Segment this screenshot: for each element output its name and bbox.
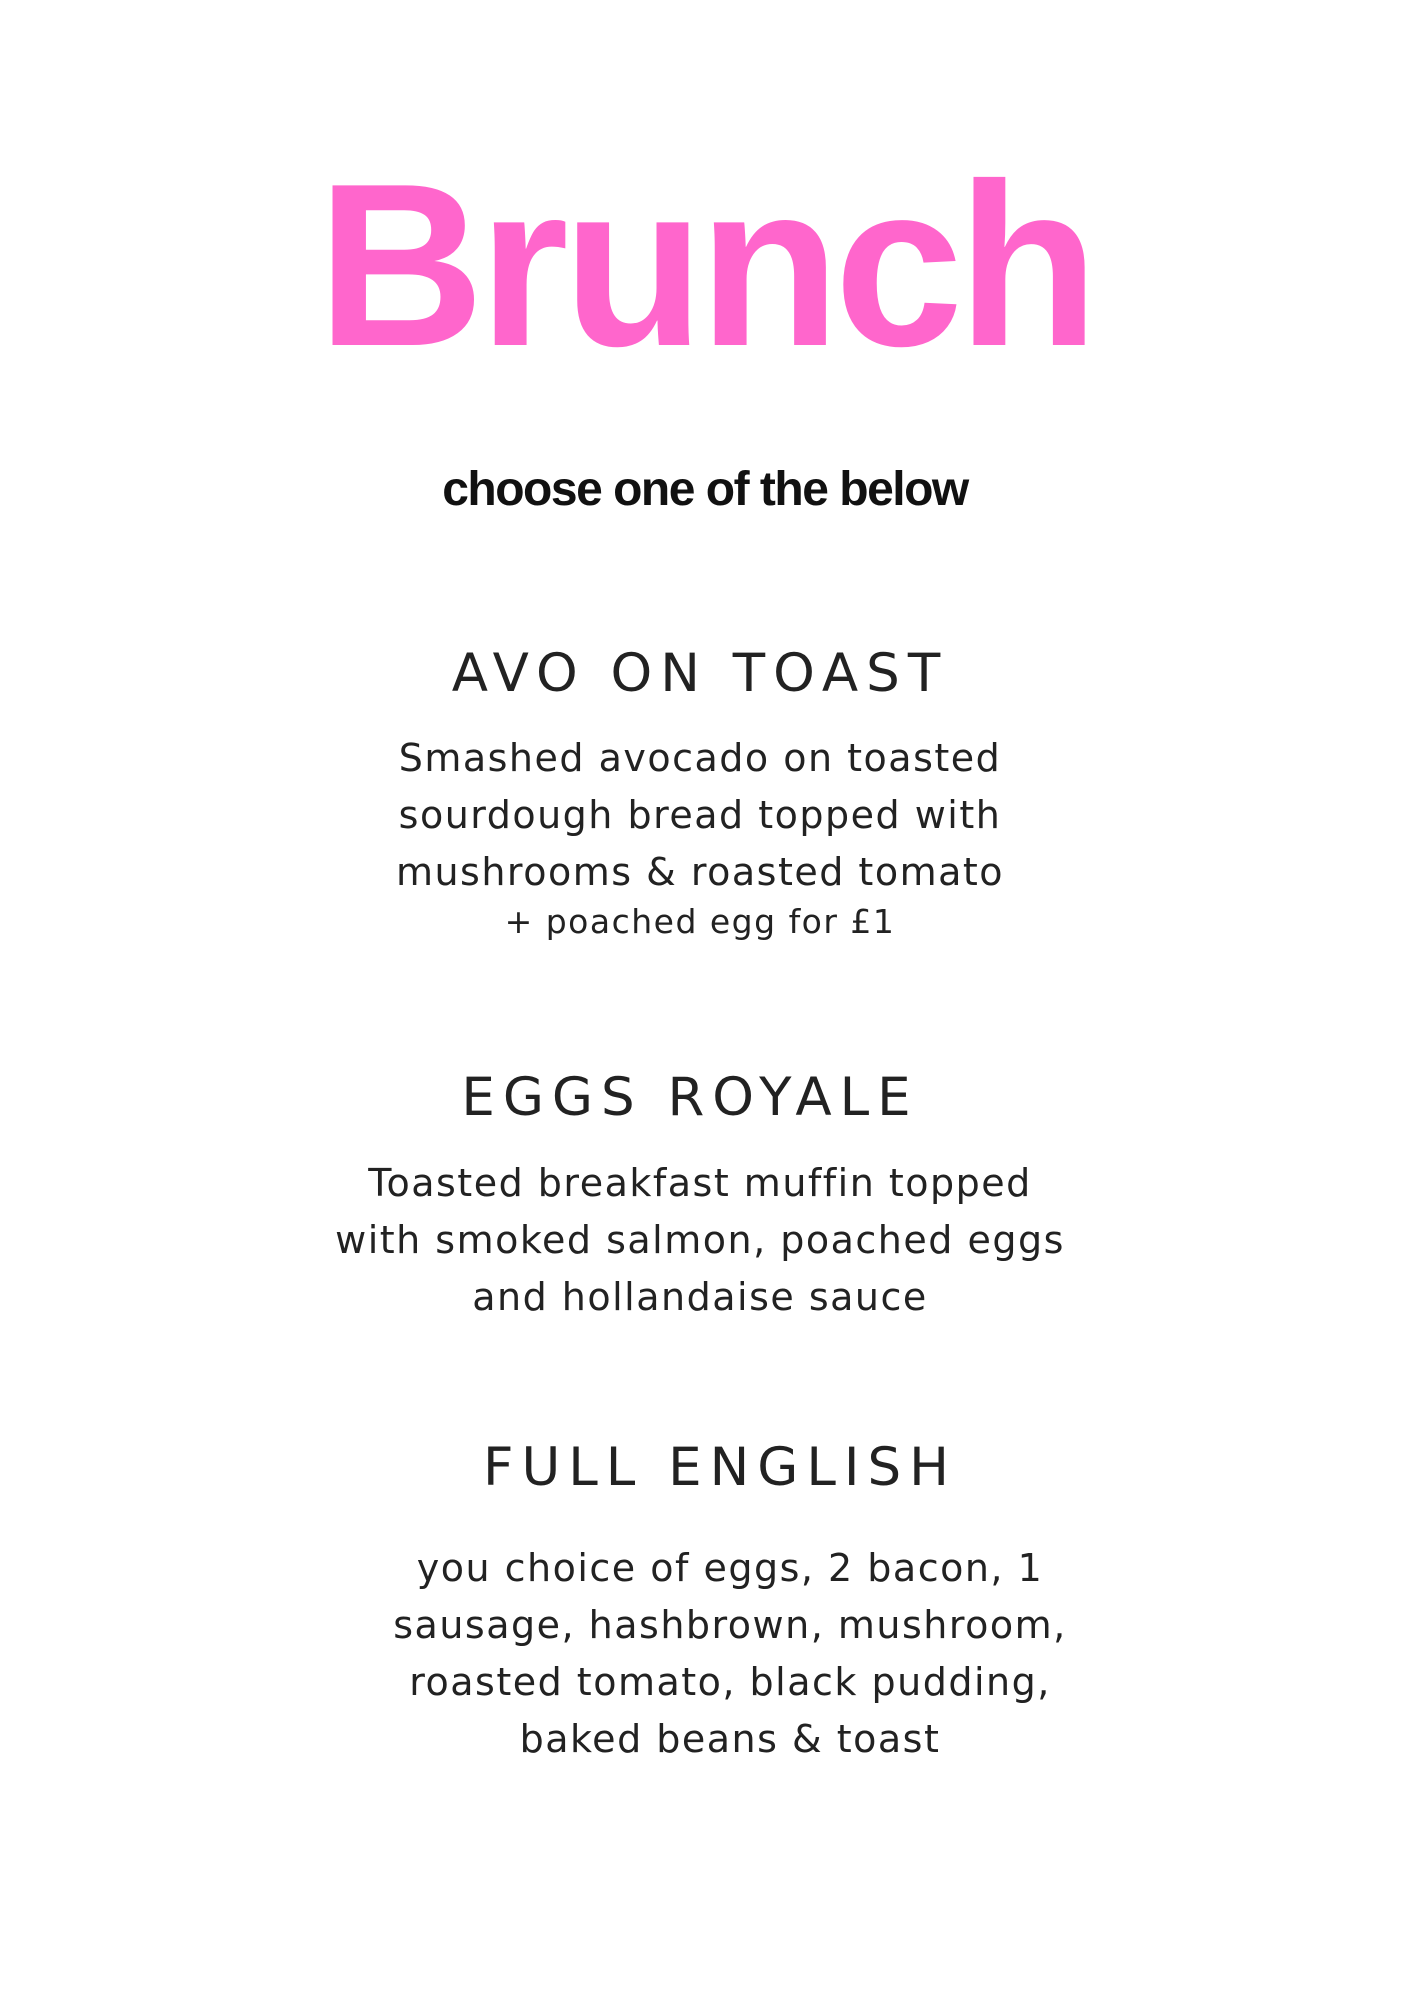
menu-item-description-full-english	[320, 1540, 1140, 1768]
menu-item-description-avo-on-toast	[300, 730, 1100, 901]
description-line: roasted tomato, black pudding,	[409, 1660, 1051, 1704]
menu-title: Brunch	[317, 136, 1093, 395]
description-line: and hollandaise sauce	[472, 1275, 928, 1319]
description-line: sausage, hashbrown, mushroom,	[393, 1603, 1067, 1647]
description-line: with smoked salmon, poached eggs	[335, 1218, 1065, 1262]
description-line: you choice of eggs, 2 bacon, 1	[416, 1546, 1044, 1590]
description-line: mushrooms & roasted tomato	[395, 850, 1005, 894]
menu-subtitle: choose one of the below	[442, 463, 968, 516]
menu-item-name-full-english: FULL ENGLISH	[482, 1437, 958, 1498]
menu-item-extra-avo-on-toast: + poached egg for £1	[504, 902, 896, 941]
menu-item-name-avo-on-toast: AVO ON TOAST	[451, 643, 949, 704]
menu-item-description-eggs-royale	[240, 1155, 1160, 1326]
menu-item-name-eggs-royale: EGGS ROYALE	[461, 1067, 919, 1128]
description-line: Toasted breakfast muffin topped	[368, 1161, 1032, 1205]
description-line: sourdough bread topped with	[398, 793, 1002, 837]
description-line: baked beans & toast	[519, 1717, 941, 1761]
description-line: Smashed avocado on toasted	[398, 736, 1002, 780]
